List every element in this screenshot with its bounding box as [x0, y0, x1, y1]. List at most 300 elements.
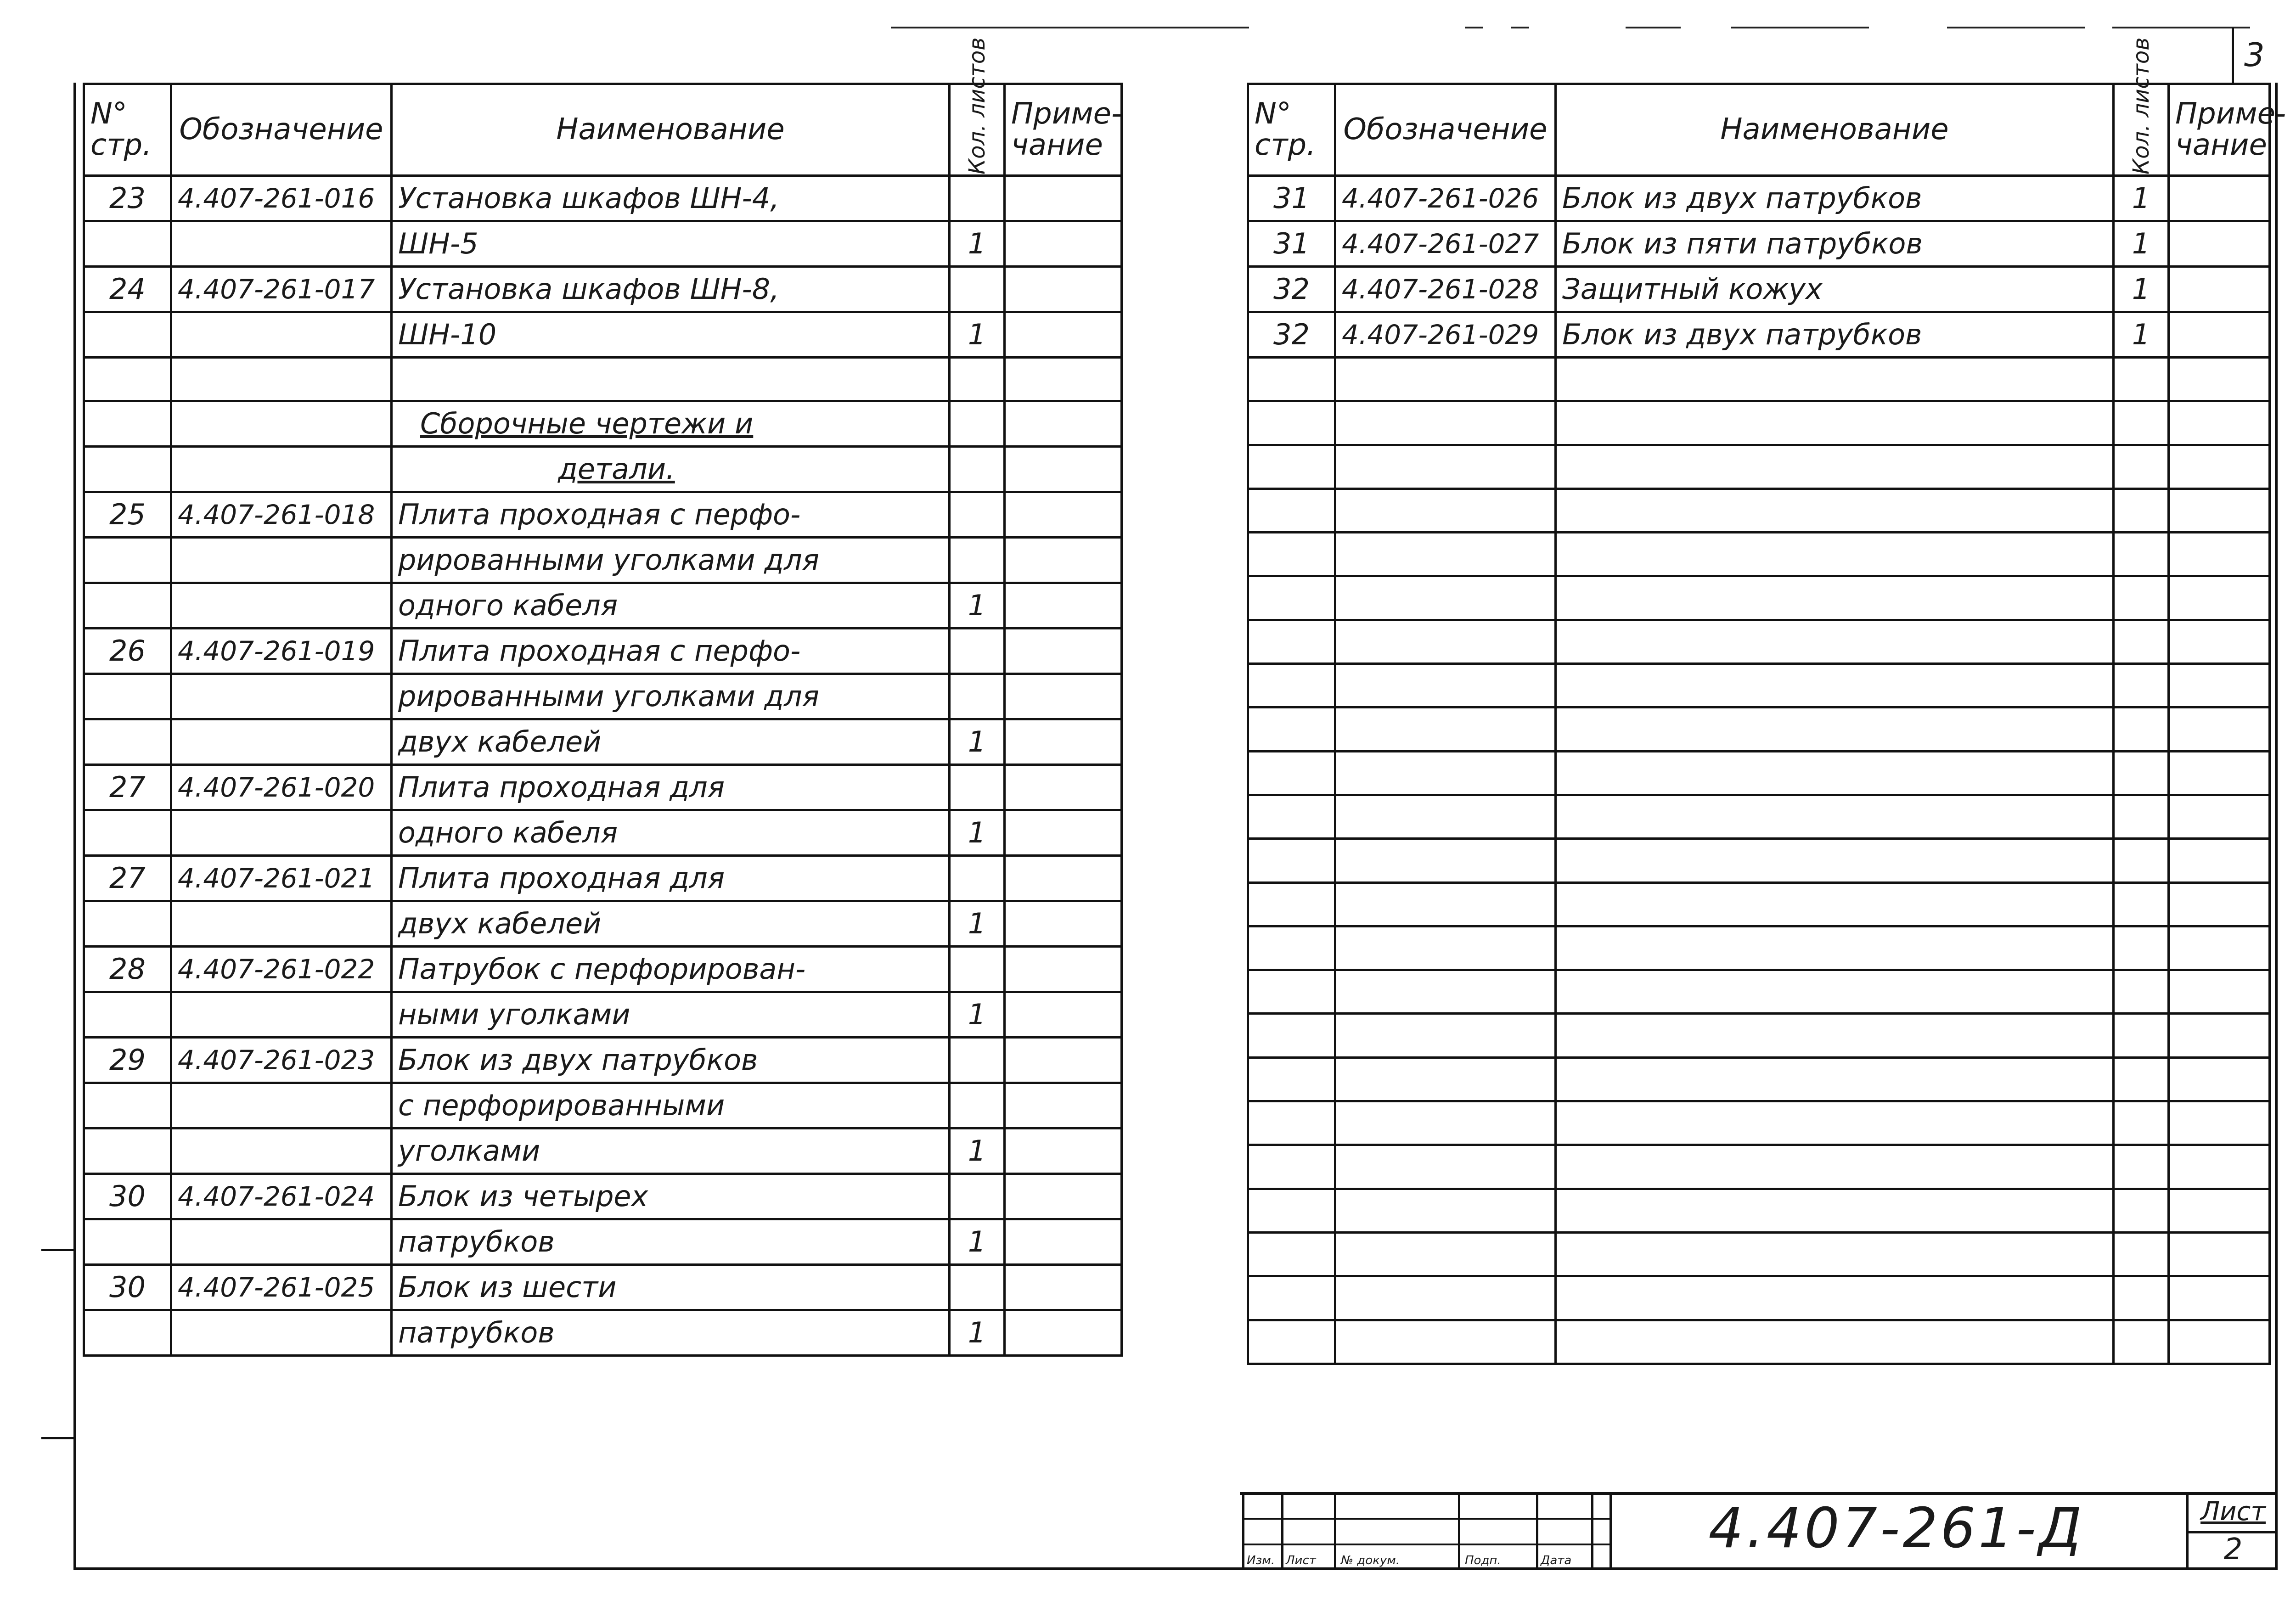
table-row — [1248, 1145, 2270, 1189]
table-row — [1248, 312, 2270, 358]
row-number: 32 — [1248, 267, 1335, 312]
table-row — [1248, 176, 2270, 221]
row-note — [2169, 795, 2270, 838]
table-row — [84, 312, 1122, 358]
table-row — [84, 719, 1122, 764]
row-name — [1556, 839, 2114, 882]
sheet-number: 2 — [2223, 1533, 2243, 1566]
row-name: одного кабеля — [392, 810, 950, 855]
row-number — [1248, 751, 1335, 795]
row-number: 23 — [84, 176, 171, 221]
row-note — [2169, 926, 2270, 970]
row-quantity: 1 — [2114, 221, 2169, 267]
row-designation — [1335, 533, 1556, 576]
row-number — [1248, 926, 1335, 970]
row-name: ШН-10 — [392, 312, 950, 358]
table-row — [1248, 970, 2270, 1014]
row-note — [1005, 946, 1122, 992]
row-number: 30 — [84, 1264, 171, 1310]
row-quantity — [2114, 926, 2169, 970]
row-number — [84, 1083, 171, 1128]
row-quantity — [2114, 707, 2169, 751]
row-note — [1005, 1310, 1122, 1355]
row-designation — [1335, 970, 1556, 1014]
row-note — [1005, 1173, 1122, 1219]
row-designation — [1335, 358, 1556, 401]
col-note-header: Приме- чание — [1005, 84, 1122, 176]
margin-tick — [41, 1249, 74, 1251]
row-note — [2169, 707, 2270, 751]
row-note — [2169, 1145, 2270, 1189]
row-quantity — [950, 946, 1005, 992]
row-number — [84, 719, 171, 764]
col-designation-header: Обозначение — [1335, 84, 1556, 176]
row-name — [1556, 1057, 2114, 1101]
row-quantity — [2114, 401, 2169, 445]
row-note — [1005, 674, 1122, 719]
col-qty-header: Кол. листов — [2114, 84, 2169, 176]
table-row — [84, 810, 1122, 855]
row-name: Блок из двух патрубков — [1556, 176, 2114, 221]
row-number: 31 — [1248, 221, 1335, 267]
row-name: рированными уголками для — [392, 537, 950, 583]
stamp-label-sign: Подп. — [1465, 1554, 1501, 1567]
row-number — [84, 221, 171, 267]
stamp-label-doc: № докум. — [1341, 1554, 1400, 1567]
row-number — [84, 401, 171, 446]
row-quantity — [950, 401, 1005, 446]
col-name-header: Наименование — [392, 84, 950, 176]
row-note — [1005, 176, 1122, 221]
row-designation — [1335, 882, 1556, 926]
row-number — [84, 312, 171, 358]
table-row — [84, 901, 1122, 946]
table-row — [84, 537, 1122, 583]
row-quantity — [950, 492, 1005, 537]
table-row — [1248, 445, 2270, 488]
row-designation: 4.407-261-028 — [1335, 267, 1556, 312]
row-note — [2169, 1320, 2270, 1364]
row-designation — [171, 992, 392, 1037]
row-designation: 4.407-261-017 — [171, 267, 392, 312]
row-number — [1248, 1101, 1335, 1145]
row-note — [2169, 970, 2270, 1014]
row-number — [84, 446, 171, 492]
row-note — [1005, 764, 1122, 810]
table-row — [1248, 926, 2270, 970]
row-designation — [171, 1083, 392, 1128]
row-designation — [171, 1128, 392, 1173]
row-quantity — [950, 537, 1005, 583]
row-quantity — [2114, 882, 2169, 926]
row-name — [1556, 707, 2114, 751]
row-designation — [1335, 1057, 1556, 1101]
row-note — [1005, 358, 1122, 401]
row-quantity — [950, 628, 1005, 674]
row-note — [1005, 221, 1122, 267]
row-designation: 4.407-261-027 — [1335, 221, 1556, 267]
top-border-mark — [1731, 27, 1869, 28]
row-designation: 4.407-261-023 — [171, 1037, 392, 1083]
table-row — [84, 267, 1122, 312]
row-designation — [171, 810, 392, 855]
row-designation — [1335, 620, 1556, 663]
row-quantity — [2114, 445, 2169, 488]
row-designation — [171, 312, 392, 358]
row-designation — [1335, 926, 1556, 970]
row-number — [1248, 620, 1335, 663]
col-name-header: Наименование — [1556, 84, 2114, 176]
row-number: 24 — [84, 267, 171, 312]
row-note — [2169, 445, 2270, 488]
row-name: патрубков — [392, 1310, 950, 1355]
stamp-label-sheet: Лист — [1286, 1554, 1316, 1567]
row-designation: 4.407-261-020 — [171, 764, 392, 810]
margin-tick — [41, 1437, 74, 1439]
row-quantity — [950, 446, 1005, 492]
row-quantity: 1 — [950, 992, 1005, 1037]
row-name: Плита проходная для — [392, 764, 950, 810]
row-designation — [1335, 795, 1556, 838]
row-name: Защитный кожух — [1556, 267, 2114, 312]
row-name — [1556, 882, 2114, 926]
row-note — [2169, 221, 2270, 267]
row-note — [1005, 855, 1122, 901]
table-row — [84, 221, 1122, 267]
row-note — [2169, 176, 2270, 221]
top-border-mark — [1947, 27, 2085, 28]
row-quantity: 1 — [950, 583, 1005, 628]
row-designation: 4.407-261-029 — [1335, 312, 1556, 358]
row-name — [1556, 970, 2114, 1014]
row-number — [1248, 970, 1335, 1014]
table-row — [84, 1310, 1122, 1355]
row-note — [2169, 312, 2270, 358]
row-note — [1005, 401, 1122, 446]
row-quantity — [950, 1037, 1005, 1083]
table-row — [1248, 751, 2270, 795]
row-designation — [1335, 1014, 1556, 1057]
row-note — [2169, 882, 2270, 926]
row-number — [84, 810, 171, 855]
title-block-separator — [1609, 1492, 1612, 1570]
row-designation — [1335, 488, 1556, 532]
row-number — [1248, 576, 1335, 620]
table-row — [1248, 221, 2270, 267]
row-note — [2169, 533, 2270, 576]
row-quantity — [2114, 358, 2169, 401]
row-note — [2169, 488, 2270, 532]
row-name: Сборочные чертежи и — [392, 401, 950, 446]
left-spec-table — [83, 37, 1123, 1357]
row-designation — [1335, 1276, 1556, 1320]
row-name — [1556, 533, 2114, 576]
top-border-mark — [1626, 27, 1681, 28]
row-quantity — [2114, 751, 2169, 795]
table-row — [1248, 1320, 2270, 1364]
row-number — [1248, 1320, 1335, 1364]
row-quantity — [2114, 795, 2169, 838]
row-designation — [171, 583, 392, 628]
row-quantity — [2114, 839, 2169, 882]
row-quantity — [950, 267, 1005, 312]
table-row — [84, 674, 1122, 719]
row-note — [2169, 401, 2270, 445]
row-number — [84, 1219, 171, 1264]
row-quantity: 1 — [950, 810, 1005, 855]
row-note — [1005, 1083, 1122, 1128]
row-number: 25 — [84, 492, 171, 537]
row-note — [1005, 267, 1122, 312]
row-designation — [1335, 1320, 1556, 1364]
row-name — [1556, 620, 2114, 663]
row-note — [1005, 1264, 1122, 1310]
row-designation: 4.407-261-019 — [171, 628, 392, 674]
row-quantity: 1 — [950, 719, 1005, 764]
right-spec-table — [1247, 37, 2286, 1365]
row-note — [1005, 628, 1122, 674]
row-designation: 4.407-261-022 — [171, 946, 392, 992]
row-number — [1248, 401, 1335, 445]
row-name — [1556, 1101, 2114, 1145]
row-name: Плита проходная для — [392, 855, 950, 901]
table-row — [84, 1128, 1122, 1173]
row-quantity — [950, 674, 1005, 719]
top-border-mark — [891, 27, 1249, 28]
row-quantity: 1 — [950, 1128, 1005, 1173]
row-designation — [1335, 1101, 1556, 1145]
row-name: двух кабелей — [392, 719, 950, 764]
table-row — [1248, 1232, 2270, 1276]
row-number: 29 — [84, 1037, 171, 1083]
row-quantity — [950, 358, 1005, 401]
row-number — [1248, 1276, 1335, 1320]
sheet-label: Лист — [2189, 1492, 2278, 1533]
table-row — [1248, 1101, 2270, 1145]
row-designation — [171, 358, 392, 401]
row-number — [1248, 1232, 1335, 1276]
row-name — [1556, 1189, 2114, 1232]
row-name: Блок из четырех — [392, 1173, 950, 1219]
stamp-label-change: Изм. — [1247, 1554, 1275, 1567]
row-quantity: 1 — [2114, 312, 2169, 358]
row-quantity — [2114, 488, 2169, 532]
table-row — [84, 358, 1122, 401]
row-quantity — [2114, 970, 2169, 1014]
col-qty-header: Кол. листов — [950, 84, 1005, 176]
row-note — [1005, 1037, 1122, 1083]
row-note — [2169, 358, 2270, 401]
row-number — [1248, 839, 1335, 882]
table-row — [1248, 488, 2270, 532]
row-number — [84, 674, 171, 719]
row-name: Плита проходная с перфо- — [392, 492, 950, 537]
row-designation — [1335, 707, 1556, 751]
row-designation — [171, 1310, 392, 1355]
row-note — [1005, 537, 1122, 583]
table-row — [1248, 882, 2270, 926]
table-row — [1248, 839, 2270, 882]
table-row — [84, 583, 1122, 628]
row-number — [1248, 795, 1335, 838]
table-row — [84, 628, 1122, 674]
row-number — [1248, 358, 1335, 401]
table-row — [84, 176, 1122, 221]
row-designation — [171, 446, 392, 492]
table-row — [1248, 1189, 2270, 1232]
corner-sheet-number: 3 — [2232, 28, 2278, 83]
row-name: Патрубок с перфорирован- — [392, 946, 950, 992]
row-note — [2169, 267, 2270, 312]
row-note — [2169, 1101, 2270, 1145]
row-designation — [1335, 445, 1556, 488]
row-number — [84, 583, 171, 628]
row-designation — [1335, 664, 1556, 707]
row-designation — [1335, 576, 1556, 620]
row-number — [84, 1310, 171, 1355]
table-header — [84, 84, 1122, 176]
row-number — [1248, 664, 1335, 707]
table-row — [1248, 664, 2270, 707]
row-quantity — [2114, 533, 2169, 576]
row-note — [1005, 1128, 1122, 1173]
row-designation: 4.407-261-021 — [171, 855, 392, 901]
table-row — [84, 1037, 1122, 1083]
row-note — [2169, 1189, 2270, 1232]
row-quantity — [950, 855, 1005, 901]
table-row — [84, 946, 1122, 992]
table-row — [84, 764, 1122, 810]
row-name — [1556, 1145, 2114, 1189]
top-border-mark — [1465, 27, 1483, 28]
table-row — [84, 992, 1122, 1037]
row-designation: 4.407-261-024 — [171, 1173, 392, 1219]
row-quantity — [2114, 1101, 2169, 1145]
row-quantity: 1 — [950, 221, 1005, 267]
table-row — [84, 1219, 1122, 1264]
row-designation — [171, 901, 392, 946]
row-designation — [1335, 839, 1556, 882]
row-note — [1005, 901, 1122, 946]
col-no-header: N° стр. — [84, 84, 171, 176]
table-row — [84, 446, 1122, 492]
row-number — [84, 992, 171, 1037]
row-note — [1005, 446, 1122, 492]
col-no-header: N° стр. — [1248, 84, 1335, 176]
table-header — [1248, 84, 2270, 176]
row-number — [1248, 1189, 1335, 1232]
table-row — [1248, 707, 2270, 751]
row-number — [1248, 488, 1335, 532]
row-designation — [171, 674, 392, 719]
row-name: Плита проходная с перфо- — [392, 628, 950, 674]
row-designation — [171, 401, 392, 446]
row-quantity — [2114, 1276, 2169, 1320]
col-note-header: Приме- чание — [2169, 84, 2270, 176]
row-name — [1556, 576, 2114, 620]
row-designation: 4.407-261-025 — [171, 1264, 392, 1310]
row-name: ными уголками — [392, 992, 950, 1037]
row-designation: 4.407-261-026 — [1335, 176, 1556, 221]
row-quantity: 1 — [950, 312, 1005, 358]
row-quantity — [950, 1173, 1005, 1219]
row-name: детали. — [392, 446, 950, 492]
row-note — [1005, 492, 1122, 537]
row-quantity: 1 — [950, 1310, 1005, 1355]
row-quantity — [2114, 576, 2169, 620]
row-designation — [1335, 751, 1556, 795]
table-row — [84, 492, 1122, 537]
row-designation — [1335, 1232, 1556, 1276]
row-name — [1556, 1014, 2114, 1057]
row-number: 28 — [84, 946, 171, 992]
row-designation — [1335, 1145, 1556, 1189]
row-name — [392, 358, 950, 401]
row-quantity — [2114, 1014, 2169, 1057]
row-note — [1005, 312, 1122, 358]
row-designation — [1335, 401, 1556, 445]
row-name — [1556, 664, 2114, 707]
table-row — [84, 1264, 1122, 1310]
table-row — [1248, 1276, 2270, 1320]
row-name — [1556, 358, 2114, 401]
row-note — [2169, 1276, 2270, 1320]
table-row — [1248, 267, 2270, 312]
row-note — [2169, 664, 2270, 707]
row-quantity — [2114, 1057, 2169, 1101]
top-border-mark — [1511, 27, 1529, 28]
row-note — [1005, 719, 1122, 764]
row-number — [1248, 445, 1335, 488]
row-designation — [171, 1219, 392, 1264]
row-name: с перфорированными — [392, 1083, 950, 1128]
row-note — [2169, 1014, 2270, 1057]
row-note — [1005, 1219, 1122, 1264]
table-row — [84, 1173, 1122, 1219]
row-note — [1005, 583, 1122, 628]
row-quantity — [2114, 664, 2169, 707]
row-number — [84, 901, 171, 946]
row-quantity — [950, 1264, 1005, 1310]
row-number: 30 — [84, 1173, 171, 1219]
row-name: рированными уголками для — [392, 674, 950, 719]
row-quantity — [950, 764, 1005, 810]
row-number — [84, 537, 171, 583]
row-name: Блок из двух патрубков — [1556, 312, 2114, 358]
row-name — [1556, 926, 2114, 970]
document-code: 4.407-261-Д — [1708, 1497, 2085, 1561]
row-name: уголками — [392, 1128, 950, 1173]
table-row — [1248, 620, 2270, 663]
row-number — [84, 1128, 171, 1173]
row-note — [2169, 839, 2270, 882]
row-number — [1248, 1145, 1335, 1189]
row-quantity: 1 — [2114, 176, 2169, 221]
row-note — [2169, 1232, 2270, 1276]
row-name — [1556, 1320, 2114, 1364]
row-quantity — [2114, 1320, 2169, 1364]
stamp-label-date: Дата — [1541, 1554, 1572, 1567]
row-name: двух кабелей — [392, 901, 950, 946]
row-designation: 4.407-261-016 — [171, 176, 392, 221]
table-row — [84, 855, 1122, 901]
row-name: Блок из двух патрубков — [392, 1037, 950, 1083]
row-number: 26 — [84, 628, 171, 674]
row-name: Блок из пяти патрубков — [1556, 221, 2114, 267]
table-row — [1248, 1014, 2270, 1057]
revision-grid — [1242, 1492, 1609, 1570]
row-designation — [171, 221, 392, 267]
